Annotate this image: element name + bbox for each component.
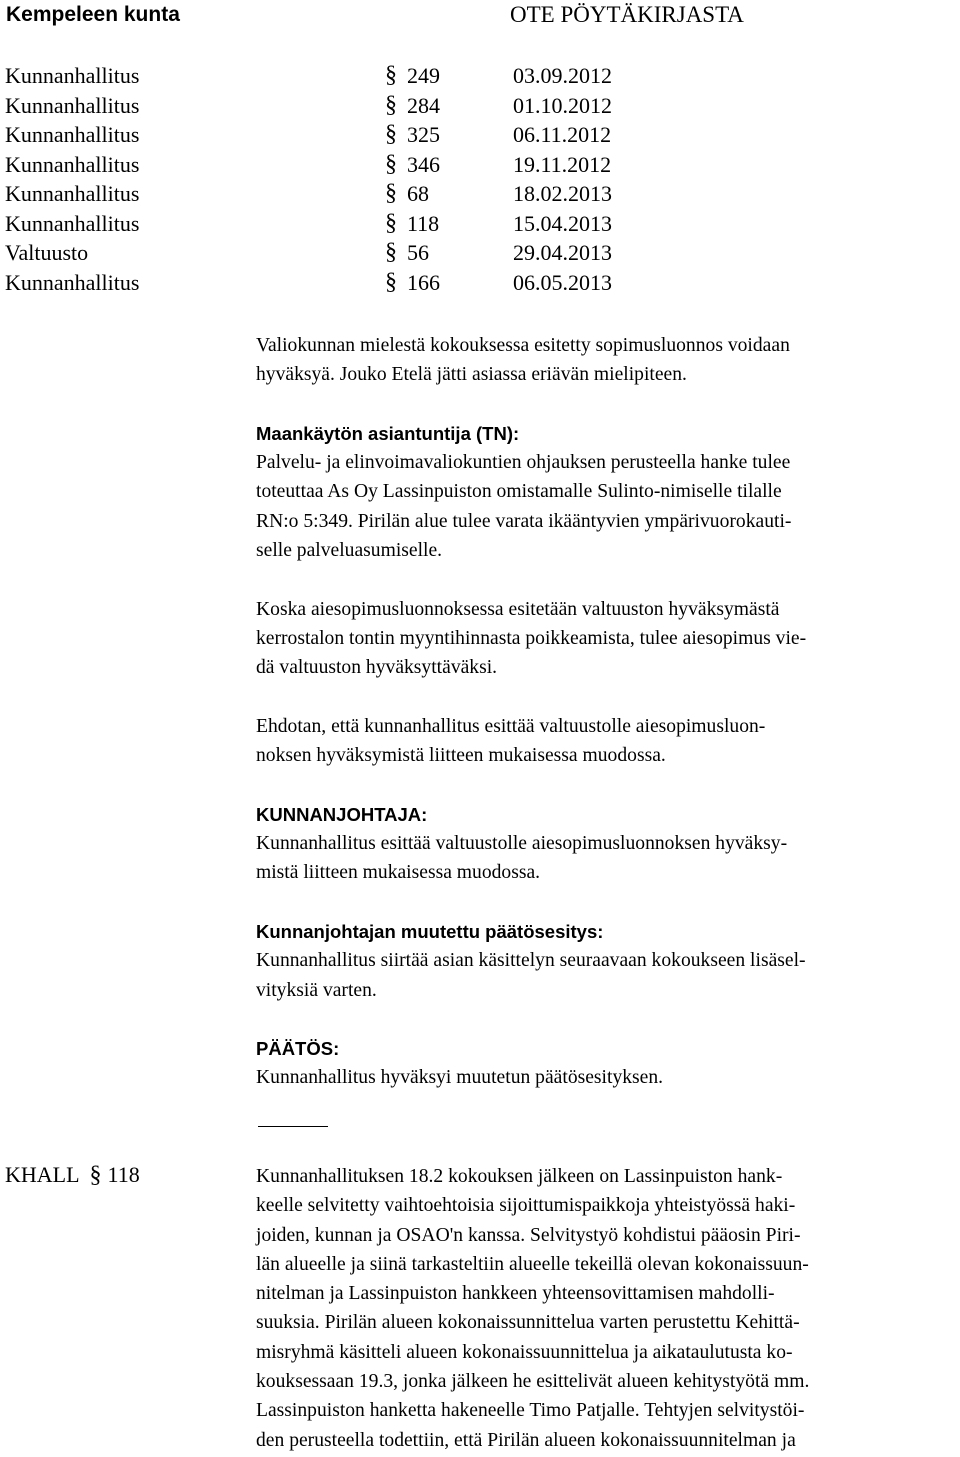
meeting-row <box>5 209 705 239</box>
meeting-body: Kunnanhallitus <box>5 210 140 236</box>
meeting-row <box>5 150 705 180</box>
text-line: Palvelu- ja elinvoimavaliokuntien ohjauksen perusteella hanke tulee <box>256 452 791 474</box>
meeting-date: 19.11.2012 <box>513 151 612 177</box>
meeting-row <box>5 91 705 121</box>
section-divider <box>258 1126 328 1127</box>
decision-paragraph <box>256 1034 946 1093</box>
section-number: 284 <box>407 92 440 118</box>
text-line: Kunnanhallitus siirtää asian käsittelyn seuraavaan kokoukseen lisäsel- <box>256 950 806 972</box>
proposal-paragraph <box>256 712 946 771</box>
section-sign: § <box>385 239 397 265</box>
minutes-body <box>256 331 946 1122</box>
text-line: misryhmä käsitteli alueen kokonaissuunnittelua ja aikataulutusta ko- <box>256 1341 793 1363</box>
khall-number: 118 <box>107 1162 140 1187</box>
section-sign: § <box>385 91 397 118</box>
decision-heading: PÄÄTÖS: <box>256 1038 340 1060</box>
mayor-proposal-paragraph <box>256 800 946 888</box>
section-sign: § <box>385 62 397 88</box>
text-line: suuksia. Pirilän alueen kokonaissunnittelua varten perustettu Kehittä- <box>256 1312 800 1334</box>
mayor-heading: KUNNANJOHTAJA: <box>256 803 428 825</box>
text-line: hyväksyä. Jouko Etelä jätti asiassa eriävän mielipiteen. <box>256 364 687 386</box>
document-type: OTE PÖYTÄKIRJASTA <box>510 2 744 27</box>
text-line: kouksessaan 19.3, jonka jälkeen he esittelivät alueen kehitystyötä mm. <box>256 1371 810 1393</box>
text-line: RN:o 5:349. Pirilän alue tulee varata ikääntyvien ympärivuorokauti- <box>256 510 792 532</box>
text-line: vityksiä varten. <box>256 979 377 1001</box>
section-sign: § <box>89 1162 102 1188</box>
meeting-row <box>5 238 705 268</box>
meeting-row <box>5 61 705 91</box>
section-sign: § <box>385 209 397 236</box>
section-number: 118 <box>407 210 440 236</box>
meeting-row <box>5 268 705 298</box>
meeting-date: 06.05.2013 <box>513 269 612 295</box>
text-line: Kunnanhallituksen 18.2 kokouksen jälkeen on Lassinpuiston hank- <box>256 1166 783 1187</box>
text-line: kerrostalon tontin myyntihinnasta poikkeamista, tulee aiesopimus vie- <box>256 627 807 649</box>
committee-opinion-paragraph <box>256 331 946 390</box>
text-line: Kunnanhallitus hyväksyi muutetun päätösesityksen. <box>256 1067 664 1089</box>
meeting-date: 29.04.2013 <box>513 240 612 265</box>
meeting-row <box>5 179 705 209</box>
text-line: Kunnanhallitus esittää valtuustolle aiesopimusluonnoksen hyväksy- <box>256 833 788 855</box>
text-line: Valiokunnan mielestä kokouksessa esitetty sopimusluonnos voidaan <box>256 335 790 356</box>
deviation-paragraph <box>256 595 946 683</box>
khall-reference <box>5 1160 140 1191</box>
section-sign: § <box>385 268 397 295</box>
meeting-row <box>5 120 705 150</box>
text-line: noksen hyväksymistä liitteen mukaisessa muodossa. <box>256 745 666 767</box>
section-number: 68 <box>407 181 429 206</box>
text-line: toteuttaa As Oy Lassinpuiston omistamalle Sulinto-nimiselle tilalle <box>256 481 782 503</box>
meeting-body: Valtuusto <box>5 240 89 265</box>
section-sign: § <box>385 121 397 147</box>
text-line: den perusteella todettiin, että Pirilän alueen kokonaissuunnitelman ja <box>256 1429 796 1451</box>
land-use-expert-paragraph <box>256 419 946 565</box>
meeting-body: Kunnanhallitus <box>5 181 140 206</box>
meeting-body: Kunnanhallitus <box>5 92 140 118</box>
text-line: dä valtuuston hyväksyttäväksi. <box>256 657 498 679</box>
section-sign: § <box>385 150 397 177</box>
text-line: Ehdotan, että kunnanhallitus esittää valtuustolle aiesopimusluon- <box>256 715 766 737</box>
text-line: keelle selvitetty vaihtoehtoisia sijoittumispaikkoja yhteistyössä haki- <box>256 1195 796 1217</box>
meeting-references <box>5 61 705 297</box>
section-number: 346 <box>407 151 440 177</box>
text-line: selle palveluasumiselle. <box>256 540 443 562</box>
meeting-date: 18.02.2013 <box>513 181 612 206</box>
section-number: 166 <box>407 269 440 295</box>
meeting-body: Kunnanhallitus <box>5 122 140 147</box>
amended-proposal-heading: Kunnanjohtajan muutettu päätösesitys: <box>256 920 604 942</box>
text-line: nitelman ja Lassinpuiston hankkeen yhteensovittamisen mahdolli- <box>256 1283 775 1305</box>
meeting-date: 03.09.2012 <box>513 63 612 88</box>
section-number: 325 <box>407 122 440 147</box>
section-sign: § <box>385 180 397 206</box>
municipality-name: Kempeleen kunta <box>6 3 180 26</box>
text-line: län alueelle ja siinä tarkasteltiin alueelle tekeillä olevan kokonaissuun- <box>256 1253 809 1275</box>
meeting-date: 15.04.2013 <box>513 210 612 236</box>
meeting-body: Kunnanhallitus <box>5 151 140 177</box>
text-line: Lassinpuiston hanketta hakeneelle Timo Patjalle. Tehtyjen selvitystöi- <box>256 1400 805 1422</box>
text-line: joiden, kunnan ja OSAO'n kanssa. Selvitystyö kohdistui pääosin Piri- <box>256 1224 801 1246</box>
amended-proposal-paragraph <box>256 917 946 1005</box>
text-line: Koska aiesopimusluonnoksessa esitetään valtuuston hyväksymästä <box>256 598 780 620</box>
khall-label: KHALL <box>5 1162 80 1187</box>
khall-118-text <box>256 1162 956 1455</box>
section-number: 56 <box>407 240 429 265</box>
text-line: mistä liitteen mukaisessa muodossa. <box>256 862 541 884</box>
land-use-expert-heading: Maankäytön asiantuntija (TN): <box>256 422 520 444</box>
meeting-body: Kunnanhallitus <box>5 269 140 295</box>
meeting-body: Kunnanhallitus <box>5 63 140 88</box>
meeting-date: 06.11.2012 <box>513 122 612 147</box>
section-number: 249 <box>407 63 440 88</box>
meeting-date: 01.10.2012 <box>513 92 612 118</box>
